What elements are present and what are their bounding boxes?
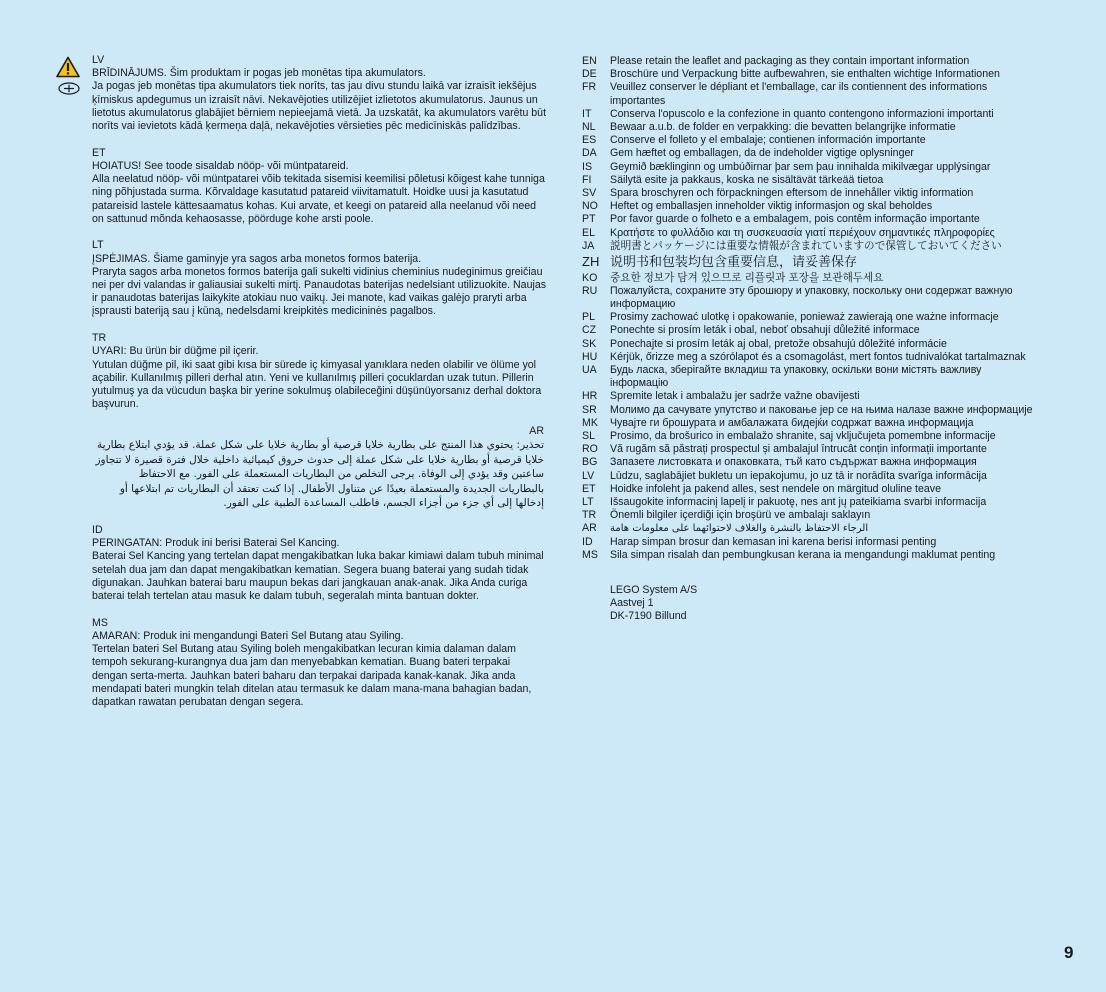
- language-code: MS: [92, 616, 108, 629]
- language-row-sv: [582, 187, 1042, 200]
- language-code: AR: [529, 424, 544, 437]
- language-text: Spara broschyren och förpackningen eftersom de innehåller viktig information: [610, 187, 974, 200]
- language-text: Будь ласка, зберігайте вкладиш та упаковку, оскільки вони містять важливу інформацію: [610, 363, 982, 390]
- language-code: LT: [582, 496, 594, 508]
- language-code: RU: [582, 284, 598, 297]
- language-text: Heftet og emballasjen inneholder viktig informasjon og skal beholdes: [610, 200, 933, 213]
- warning-section-ar: [92, 425, 544, 511]
- retain-leaflet-column: [582, 55, 1042, 624]
- warning-text: Ja pogas jeb monētas tipa akumulators tiek norīts, tas jau divu stundu laikā var izraisīt iekšējus ķīmiskus apdegumus un izraisīt nāvi. Nekavējoties utilizējiet izlietotos akumulatorus. Jaunus un lietotus akumulatorus glabājiet bērniem nepieejamā vietā. Ja uzskatāt, ka akumulators varētu būt norīts vai ievietots kādā ķermeņa daļā, nekavējoties vērsieties pēc medicīniskās palīdzības.: [92, 80, 547, 133]
- language-row-en: [582, 55, 1042, 68]
- language-text: Lūdzu, saglabājiet bukletu un iepakojumu, jo uz tā ir norādīta svarīga informācija: [610, 469, 987, 482]
- page-number: 9: [1064, 943, 1074, 962]
- language-row-ms: [582, 549, 1042, 562]
- language-text: Пожалуйста, сохраните эту брошюру и упаковку, поскольку они содержат важную информацию: [610, 284, 1013, 310]
- language-row-ar: [582, 522, 1042, 535]
- language-row-el: [582, 227, 1042, 240]
- language-code: HU: [582, 350, 598, 363]
- language-code: UA: [582, 363, 597, 376]
- language-text: الرجاء الاحتفاظ بالنشرة والغلاف لاحتوائهما على معلومات هامة: [610, 523, 869, 535]
- language-row-fi: [582, 174, 1042, 187]
- language-code: RO: [582, 443, 598, 456]
- language-code: ID: [92, 524, 103, 537]
- warning-section-lv: [92, 54, 548, 133]
- language-row-ru: [582, 285, 1042, 311]
- language-text: Запазете листовката и опаковката, тъй като съдържат важна информация: [610, 456, 977, 469]
- language-code: MS: [582, 548, 598, 561]
- warning-text: Yutulan düğme pil, iki saat gibi kısa bir sürede iç kimyasal yanıklara neden olabilir ve ölüme yol açabilir. Kullanılmış pilleri derhal atın. Yeni ve kullanılmış pilleri çocuklardan uzak tutun. Pillerin yutulmuş ya da vücudun başka bir yerine sokulmuş olabileceğini düşünüyorsanız derhal doktora başvurun.: [92, 358, 542, 411]
- language-row-da: [582, 147, 1042, 160]
- language-text: Išsaugokite informacinį lapelį ir pakuotę, nes ant jų pateikiama svarbi informacija: [610, 496, 987, 508]
- language-row-de: [582, 68, 1042, 81]
- language-row-bg: [582, 456, 1042, 469]
- address-line: LEGO System A/S: [610, 584, 698, 597]
- warning-heading: UYARI: Bu ürün bir düğme pil içerir.: [92, 345, 259, 358]
- language-code: NL: [582, 121, 596, 134]
- language-code: NO: [582, 200, 598, 213]
- language-text: Broschüre und Verpackung bitte aufbewahren, sie enthalten wichtige Informationen: [610, 68, 1000, 81]
- language-row-it: [582, 108, 1042, 121]
- language-code: FR: [582, 81, 597, 94]
- language-code: ES: [582, 134, 597, 147]
- language-code: MK: [582, 416, 598, 429]
- warning-heading: HOIATUS! See toode sisaldab nööp- või müntpatareid.: [92, 159, 349, 172]
- language-code: LV: [92, 54, 105, 66]
- language-row-cz: [582, 324, 1042, 337]
- language-code: TR: [582, 509, 597, 522]
- language-row-lv: [582, 470, 1042, 483]
- language-text: Por favor guarde o folheto e a embalagem, pois contêm informação importante: [610, 213, 980, 226]
- language-code: LV: [582, 469, 595, 482]
- language-row-hu: [582, 351, 1042, 364]
- warning-section-ms: [92, 617, 548, 709]
- language-row-hr: [582, 390, 1042, 403]
- language-row-tr: [582, 509, 1042, 522]
- warning-text: Alla neelatud nööp- või müntpatarei võib tekitada sisemisi keemilisi põletusi kõigest kahe tunniga ning põhjustada surma. Kõrvaldage kasutatud patareid viivitamatult. Hoidke uusi ja kasutatud patareisid lastele kättesaamatus kohas. Kui arvate, et keegi on patareid alla neelanud või need on sattunud mõnda kehaosasse, pöörduge kohe arsti poole.: [92, 173, 545, 225]
- language-row-no: [582, 200, 1042, 213]
- language-text: Säilytä esite ja pakkaus, koska ne sisältävät tärkeää tietoa: [610, 173, 884, 186]
- language-code: CZ: [582, 324, 597, 337]
- language-code: ET: [582, 482, 596, 495]
- language-text: Κρατήστε το φυλλάδιο και τη συσκευασία γιατί περιέχουν σημαντικές πληροφορίες: [610, 226, 995, 239]
- language-row-sl: [582, 430, 1042, 443]
- language-row-ro: [582, 443, 1042, 456]
- language-code: SL: [582, 429, 595, 442]
- language-code: FI: [582, 173, 592, 186]
- language-code: PL: [582, 311, 595, 324]
- language-text: Молимо да сачувате упутство и паковање јер се на њима налазе важне информације: [610, 403, 1033, 416]
- language-text: Kérjük, őrizze meg a szórólapot és a csomagolást, mert fontos tudnivalókat tartalmaznak: [610, 350, 1026, 363]
- language-row-sr: [582, 404, 1042, 417]
- language-text: Prosimo, da brošurico in embalažo shranite, saj vključujeta pomembne informacije: [610, 429, 996, 442]
- language-row-mk: [582, 417, 1042, 430]
- language-row-is: [582, 161, 1042, 174]
- warning-text: Tertelan bateri Sel Butang atau Syiling boleh mengakibatkan lecuran kimia dalaman dalam tempoh sekurang-kurangnya dua jam dan menyebabkan kematian. Buang bateri terpakai dengan serta-merta. Jauhkan bateri baharu dan terpakai daripada kanak-kanak. Jika anda mendapati bateri mungkin telah ditelan atau termasuk ke dalam mana-mana bahagian badan, dapatkan rawatan perubatan dengan segera.: [92, 643, 532, 709]
- company-address: [610, 584, 1042, 624]
- warning-section-tr: [92, 332, 548, 411]
- language-code: ID: [582, 535, 593, 548]
- language-row-pt: [582, 213, 1042, 226]
- language-text: 说明书和包装均包含重要信息，请妥善保存: [610, 254, 858, 270]
- language-code: KO: [582, 271, 598, 284]
- language-row-es: [582, 134, 1042, 147]
- language-code: SR: [582, 403, 597, 416]
- language-code: ET: [92, 146, 106, 159]
- address-line: Aastvej 1: [610, 597, 654, 610]
- language-text: Harap simpan brosur dan kemasan ini karena berisi informasi penting: [610, 535, 937, 548]
- language-text: Veuillez conserver le dépliant et l'emballage, car ils contiennent des informations importantes: [610, 81, 988, 107]
- language-text: Sila simpan risalah dan pembungkusan kerana ia mengandungi maklumat penting: [610, 548, 996, 561]
- warning-text: تحذير: يحتوي هذا المنتج على بطارية خلايا قرصية أو بطارية خلايا على شكل عملة. قد يؤدي ابتلاع بطارية خلايا قرصية أو بطارية خلايا على شكل عملة إلى حدوث حروق كيميائية داخلية خلال فترة قصيرة لا تتجاوز ساعتين وقد يؤدي إلى الوفاة. يرجى التخلص من البطاريات المستعملة على الفور. مع الاحتفاظ بالبطاريات الجديدة والمستعملة بعيدًا عن متناول الأطفال. إذا كنت تعتقد أن البطاريات تم ابتلاعها أو إدخالها إلى أي جزء من أجزاء الجسم، فاطلب المساعدة الطبية على الفور.: [95, 439, 544, 510]
- warning-heading: ĮSPĖJIMAS. Šiame gaminyje yra sagos arba monetos formos baterija.: [92, 252, 422, 265]
- language-text: Bewaar a.u.b. de folder en verpakking: die bevatten belangrijke informatie: [610, 121, 956, 134]
- language-text: Чувајте ги брошурата и амбалажата бидејќи содржат важна информација: [610, 416, 974, 429]
- language-text: Vă rugăm să păstrați prospectul și ambalajul întrucât conțin informații importante: [610, 443, 987, 456]
- language-code: AR: [582, 522, 597, 535]
- language-text: Prosimy zachować ulotkę i opakowanie, ponieważ zawierają one ważne informacje: [610, 311, 999, 324]
- warning-section-lt: [92, 239, 548, 318]
- language-text: Conserva l'opuscolo e la confezione in quanto contengono informazioni importanti: [610, 107, 994, 120]
- language-row-sk: [582, 338, 1042, 351]
- language-code: BG: [582, 456, 598, 469]
- language-row-ja: [582, 240, 1042, 253]
- language-text: Conserve el folleto y el embalaje; contienen información importante: [610, 134, 926, 147]
- language-code: TR: [92, 332, 107, 345]
- warning-text: Praryta sagos arba monetos formos baterija gali sukelti vidinius cheminius nudeginimus greičiau nei per dvi valandas ir galiausiai sukelti mirtį. Panaudotas baterijas nedelsiant utilizuokite. Naujas ir panaudotas baterijas laikykite atokiau nuo vaikų. Jei manote, kad vaikas galėjo praryti arba įsprausti bateriją sau į kūną, nedelsdami kreipkitės medicininės pagalbos.: [92, 265, 547, 318]
- language-row-ua: [582, 364, 1042, 390]
- language-code: ZH: [582, 254, 600, 270]
- language-row-nl: [582, 121, 1042, 134]
- language-code: DE: [582, 68, 597, 81]
- language-code: IS: [582, 160, 593, 173]
- language-row-et: [582, 483, 1042, 496]
- language-row-lt: [582, 496, 1042, 509]
- warning-section-id: [92, 524, 548, 603]
- language-row-id: [582, 536, 1042, 549]
- warning-text: Baterai Sel Kancing yang tertelan dapat mengakibatkan luka bakar kimiawi dalam tubuh minimal setelah dua jam dan dapat mengakibatkan kematian. Segera buang baterai yang sudah tidak digunakan. Jauhkan baterai baru maupun bekas dari jangkauan anak-anak. Jika Anda curiga baterai telah tertelan atau masuk ke dalam tubuh, segeralah minta bantuan dokter.: [92, 550, 544, 603]
- language-text: Gem hæftet og emballagen, da de indeholder vigtige oplysninger: [610, 147, 914, 160]
- language-text: 중요한 정보가 담겨 있으므로 리플릿과 포장을 보관해두세요: [610, 271, 884, 284]
- language-text: Hoidke infoleht ja pakend alles, sest nendele on märgitud oluline teave: [610, 482, 941, 495]
- warning-heading: PERINGATAN: Produk ini berisi Baterai Sel Kancing.: [92, 537, 340, 550]
- language-text: Önemli bilgiler içerdiği için broşürü ve ambalajı saklayın: [610, 509, 871, 522]
- language-code: SK: [582, 337, 597, 350]
- language-code: PT: [582, 213, 596, 226]
- language-code: DA: [582, 147, 597, 160]
- language-text: Please retain the leaflet and packaging as they contain important information: [610, 55, 970, 67]
- language-code: EN: [582, 55, 597, 67]
- language-text: 説明書とパッケージには重要な情報が含まれていますので保管しておいてください: [610, 239, 1002, 252]
- address-line: DK-7190 Billund: [610, 610, 687, 623]
- language-row-zh: [582, 254, 1042, 270]
- battery-warnings-column: [92, 54, 548, 723]
- warning-section-et: [92, 147, 548, 226]
- language-text: Spremite letak i ambalažu jer sadrže važne obavijesti: [610, 390, 860, 403]
- warning-heading: AMARAN: Produk ini mengandungi Bateri Sel Butang atau Syiling.: [92, 630, 404, 642]
- language-text: Ponechte si prosím leták i obal, neboť obsahují důležité informace: [610, 324, 920, 337]
- language-row-fr: [582, 81, 1042, 107]
- language-code: HR: [582, 390, 598, 403]
- language-code: JA: [582, 239, 595, 252]
- language-text: Geymið bæklinginn og umbúðirnar þar sem þau innihalda mikilvægar upplýsingar: [610, 160, 991, 173]
- language-text: Ponechajte si prosím leták aj obal, pretože obsahujú dôležité informácie: [610, 337, 947, 350]
- language-code: EL: [582, 226, 595, 239]
- language-code: SV: [582, 187, 597, 200]
- warning-heading: BRĪDINĀJUMS. Šim produktam ir pogas jeb monētas tipa akumulators.: [92, 67, 426, 80]
- language-row-pl: [582, 311, 1042, 324]
- language-row-ko: [582, 272, 1042, 285]
- warning-triangle-icon: [56, 56, 80, 78]
- language-code: IT: [582, 107, 592, 120]
- coin-battery-icon: [58, 82, 80, 95]
- language-code: LT: [92, 239, 104, 252]
